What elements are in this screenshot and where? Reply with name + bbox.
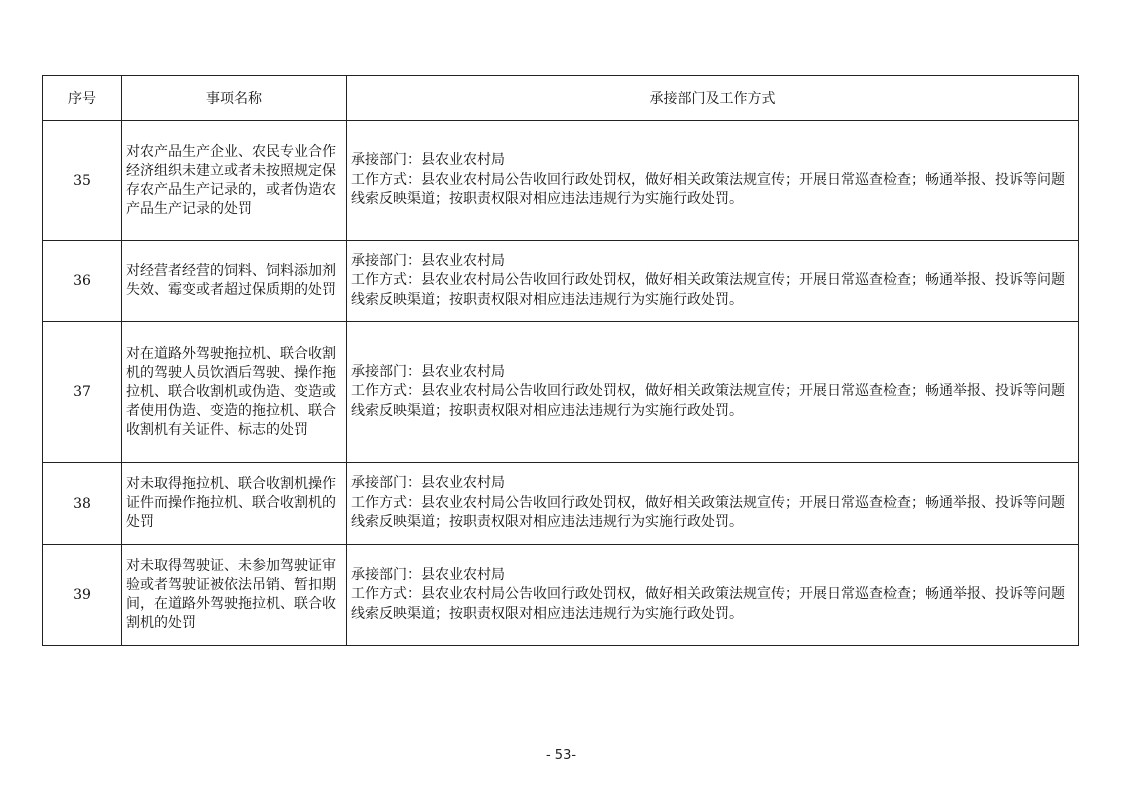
row-department: 承接部门：县农业农村局 — [351, 252, 505, 269]
header-item-name: 事项名称 — [122, 76, 347, 121]
table-row — [43, 463, 1079, 545]
row-work-method: 工作方式：县农业农村局公告收回行政处罚权，做好相关政策法规宣传；开展日常巡查检查；畅通举报、投诉等问题线索反映渠道；按职责权限对相应违法违规行为实施行政处罚。 — [351, 494, 1065, 531]
row-number: 39 — [43, 545, 122, 646]
table-body — [43, 121, 1079, 646]
row-item-name: 对农产品生产企业、农民专业合作经济组织未建立或者未按照规定保存农产品生产记录的，或者伪造农产品生产记录的处罚 — [122, 121, 347, 241]
row-item-name: 对在道路外驾驶拖拉机、联合收割机的驾驶人员饮酒后驾驶、操作拖拉机、联合收割机或伪造、变造或者使用伪造、变造的拖拉机、联合收割机有关证件、标志的处罚 — [122, 322, 347, 463]
table-row — [43, 545, 1079, 646]
row-item-name: 对经营者经营的饲料、饲料添加剂失效、霉变或者超过保质期的处罚 — [122, 241, 347, 322]
header-row — [43, 76, 1079, 121]
table-row — [43, 241, 1079, 322]
row-department: 承接部门：县农业农村局 — [351, 475, 505, 492]
row-number: 36 — [43, 241, 122, 322]
table-row — [43, 121, 1079, 241]
row-department-method — [347, 463, 1079, 545]
row-work-method: 工作方式：县农业农村局公告收回行政处罚权，做好相关政策法规宣传；开展日常巡查检查；畅通举报、投诉等问题线索反映渠道；按职责权限对相应违法违规行为实施行政处罚。 — [351, 171, 1065, 208]
items-table — [42, 75, 1079, 646]
table-header — [43, 76, 1079, 121]
page-number: - 53- — [545, 748, 577, 763]
row-item-name: 对未取得拖拉机、联合收割机操作证件而操作拖拉机、联合收割机的处罚 — [122, 463, 347, 545]
row-number: 35 — [43, 121, 122, 241]
row-work-method: 工作方式：县农业农村局公告收回行政处罚权，做好相关政策法规宣传；开展日常巡查检查；畅通举报、投诉等问题线索反映渠道；按职责权限对相应违法违规行为实施行政处罚。 — [351, 383, 1065, 419]
row-department-method — [347, 241, 1079, 322]
row-number: 38 — [43, 463, 122, 545]
row-department: 承接部门：县农业农村局 — [351, 566, 505, 583]
row-department-method — [347, 322, 1079, 463]
row-work-method: 工作方式：县农业农村局公告收回行政处罚权，做好相关政策法规宣传；开展日常巡查检查；畅通举报、投诉等问题线索反映渠道；按职责权限对相应违法违规行为实施行政处罚。 — [351, 272, 1065, 308]
row-department: 承接部门：县农业农村局 — [351, 152, 505, 169]
row-number: 37 — [43, 322, 122, 463]
header-department-method: 承接部门及工作方式 — [347, 76, 1079, 121]
table-row — [43, 322, 1079, 463]
header-serial-number: 序号 — [43, 76, 122, 121]
row-item-name: 对未取得驾驶证、未参加驾驶证审验或者驾驶证被依法吊销、暂扣期间，在道路外驾驶拖拉机、联合收割机的处罚 — [122, 545, 347, 646]
row-work-method: 工作方式：县农业农村局公告收回行政处罚权，做好相关政策法规宣传；开展日常巡查检查；畅通举报、投诉等问题线索反映渠道；按职责权限对相应违法违规行为实施行政处罚。 — [351, 586, 1065, 622]
row-department: 承接部门：县农业农村局 — [351, 363, 505, 380]
row-department-method — [347, 121, 1079, 241]
row-department-method — [347, 545, 1079, 646]
